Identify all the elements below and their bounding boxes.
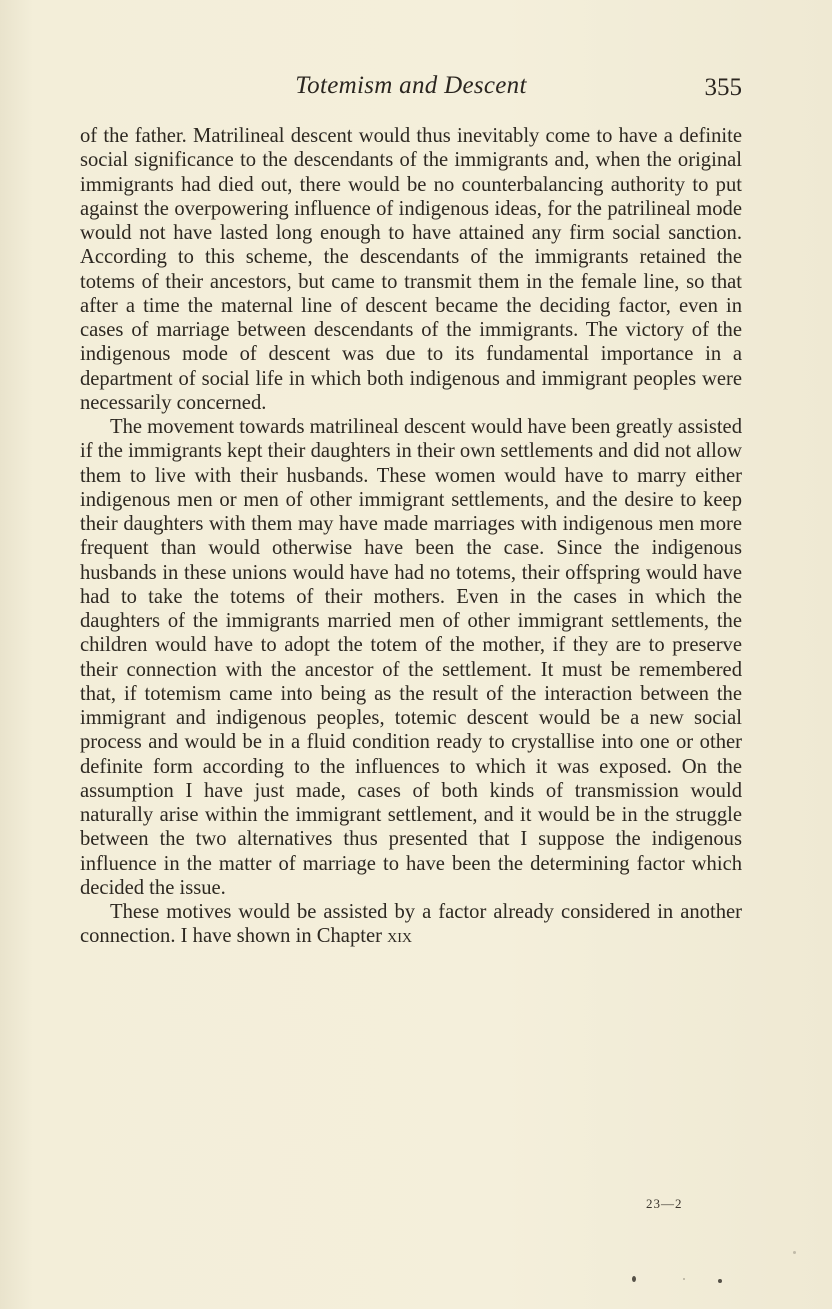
page-header [80,72,742,112]
chapter-reference: xix [387,925,413,948]
paragraph-motives-text: These motives would be assisted by a factor already considered in another connection. I have shown in Chapter [80,901,742,948]
paragraph-motives [80,900,742,949]
signature-mark: 23—2 [646,1196,683,1211]
ink-speck [683,1278,685,1280]
running-title: Totemism and Descent [295,72,527,99]
ink-speck [632,1276,636,1282]
ink-speck [718,1279,722,1283]
ink-speck [793,1251,796,1254]
body-text [80,124,742,949]
paragraph-matrilineal-movement: The movement towards matrilineal descent would have been greatly assisted if the immigrants kept their daughters in their own settlements and did not allow them to live with their husbands. These women would have to marry either indigenous men or men of other immigrant settlements, and the desire to keep their daughters with them may have made marriages with indigenous men more frequent than would otherwise have been the case. Since the indigenous husbands in these unions would have had no totems, their offspring would have had to take the totems of their mothers. Even in the cases in which the daughters of the immigrants married men of other immigrant settlements, the children would have to adopt the totem of the mother, if they are to preserve their connection with the ancestor of the settlement. It must be remembered that, if totemism came into being as the result of the interaction between the immigrant and indigenous peoples, totemic descent would be a new social process and would be in a fluid condition ready to crystallise into one or other definite form according to the influences to which it was exposed. On the assumption I have just made, cases of both kinds of transmission would naturally arise within the immigrant settlement, and it would be in the struggle between the two alternatives thus presented that I suppose the indigenous influence in the matter of marriage to have been the determining factor which decided the issue. [80,416,742,899]
page-number: 355 [704,74,742,101]
paragraph-continued: of the father. Matrilineal descent would thus inevitably come to have a definite social significance to the descendants of the immigrants and, when the original immigrants had died out, there would be no counterbalancing authority to put against the overpowering influence of indigenous ideas, for the patrilineal mode would not have lasted long enough to have attained any firm social sanction. According to this scheme, the descendants of the immigrants retained the totems of their ancestors, but came to transmit them in the female line, so that after a time the maternal line of descent became the deciding factor, even in cases of marriage between descendants of the immigrants. The victory of the indigenous mode of descent was due to its fundamental importance in a department of social life in which both indigenous and immigrant peoples were necessarily concerned. [80,125,742,414]
